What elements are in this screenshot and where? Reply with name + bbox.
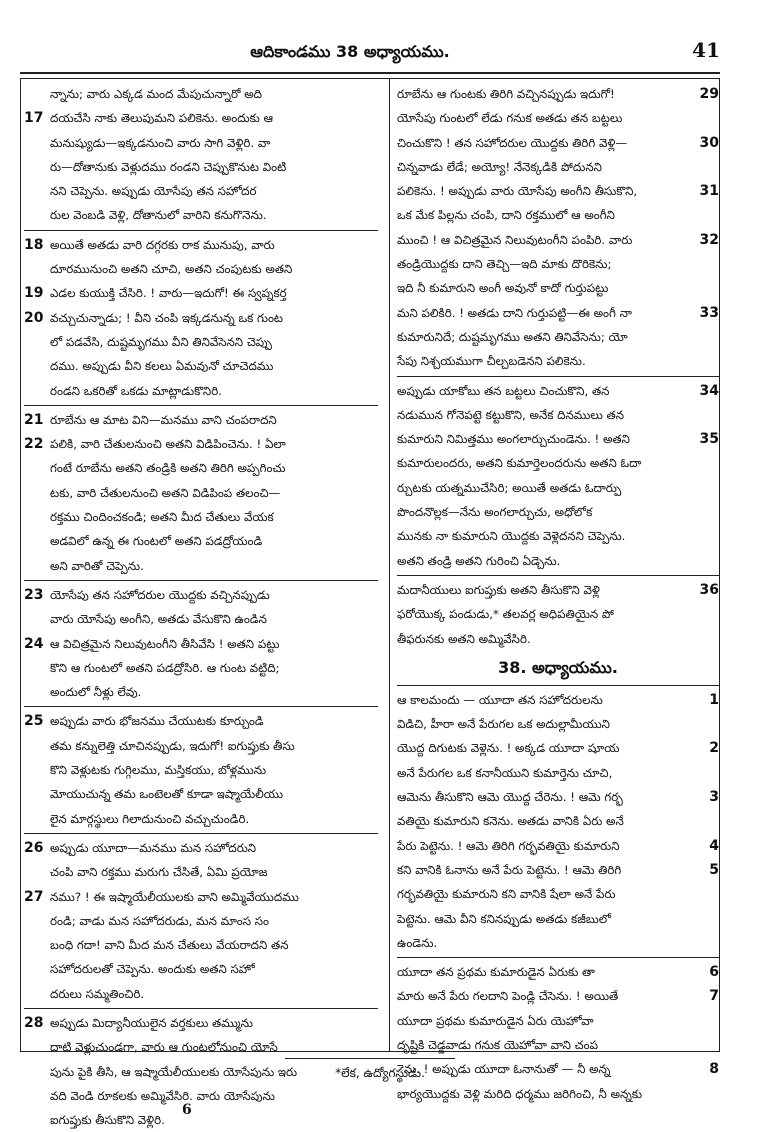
chapter-heading: 38. అధ్యాయము. (498, 657, 618, 677)
text-line (397, 602, 719, 626)
footnote: *లేక, ఉద్యోగస్థుడు. (335, 1066, 425, 1080)
verse-text: రూబేను ఆ గుంటకు తిరిగి వచ్చినప్పుడు ఇదుగో! (397, 87, 615, 101)
text-line (24, 155, 378, 179)
verse-text: ఆ కాలమందు — యూదా తన సహోదరులను (397, 692, 603, 707)
verse-text: ఇది నీ కుమారుని అంగీ అవునో కాదో గుర్తుపట్టు (397, 281, 609, 296)
text-line (397, 179, 719, 203)
text-line (24, 583, 378, 607)
text-line (24, 82, 378, 106)
verse-text: గంటే రూబేను అతని తండ్రికి అతని తిరిగి అప్పగించు (50, 461, 286, 476)
verse-text: యోసేపు గుంటలో లేడు గనుక అతడు తన బట్టలు (397, 111, 623, 126)
verse-text: మనుష్యుడు—ఇక్కడనుంచి వారు సాగి వెళ్లిరి. వా (50, 135, 271, 150)
text-line (397, 882, 719, 906)
text-line (24, 933, 378, 957)
verse-text: పును పైకి తీసి, ఆ ఇష్మాయేలీయులకు యోసేపును ఇరు (50, 1064, 298, 1079)
text-line (24, 432, 378, 456)
verse-number: 29 (699, 86, 719, 102)
text-line (24, 281, 378, 305)
verse-text: అప్పుడు యాకోబు తన బట్టలు చించుకొని, తన (397, 383, 610, 398)
text-line (24, 982, 378, 1006)
verse-text: కుమారులందరు, అతని కుమార్తెలందరును అతని ఓదా (397, 456, 642, 471)
verse-text: అందులో నీళ్లు లేవు. (50, 685, 142, 700)
verse-number: 32 (699, 231, 719, 248)
verse-text: కొని ఆ గుంటలో అతని పడద్రోసిరి. ఆ గుంట వట్టిది; (50, 660, 280, 675)
verse-text: కుమారుని నిమిత్తము అంగలార్చుచుండెను. ! అతని (397, 432, 630, 447)
verse-number: 17 (24, 110, 44, 127)
verse-text: నము? ! ఈ ఇష్మాయేలీయులకు వాని అమ్మివేయుదము (50, 889, 299, 904)
text-line (397, 834, 719, 858)
verse-text: రుల వెంబడి వెళ్లి, దోతానులో వారిని కనుగొనెను. (50, 208, 267, 223)
verse-text: యోసేపు తన సహోదరుల యొద్దకు వచ్చినప్పుడు (50, 587, 270, 602)
verse-number: 1 (709, 691, 719, 708)
text-line (24, 734, 378, 758)
text-line (397, 379, 719, 403)
text-line (397, 736, 719, 760)
verse-text: కని వానికి ఓనాను అనే పేరు పెట్టెను. ! ఆమె తిరిగి (397, 862, 622, 877)
text-line (397, 1009, 719, 1033)
verse-text: ముంచి ! ఆ విచిత్రమైన నిలువుటంగీని పంపిరి. వారు (397, 232, 633, 247)
verse-text: గర్భవతియై కుమారుని కని వానికి షేలా అనే పేరు (397, 887, 616, 902)
verse-number: 28 (24, 1014, 44, 1031)
page-number: 41 (692, 38, 720, 62)
text-line (397, 82, 719, 106)
verse-text: రండి; వాడు మన సహోదరుడు, మన మాంస సం (50, 913, 270, 928)
text-line (397, 476, 719, 500)
text-line (24, 1035, 378, 1059)
verse-text: లైన మార్గస్థులు గిలాదునుంచి వచ్చుచుండిరి. (50, 811, 250, 826)
left-column (24, 82, 378, 1132)
text-line (24, 836, 378, 860)
text-line (24, 379, 378, 403)
text-line (397, 858, 719, 882)
verse-text: తమ కన్నులెత్తి చూచినప్పుడు, ఇదుగో! ఐగుప్తుకు తీసు (50, 738, 295, 753)
verse-text: యూదా ప్రథమ కుమారుడైన ఏరు యెహోవా (397, 1013, 594, 1028)
verse-text: లో పడవేసి, దుష్టమృగము వీని తినివేసెనని చెప్పు (50, 334, 272, 349)
verse-text: పొందనొల్లక—నేను అంగలార్చుచు, అధోలోక (397, 505, 593, 520)
text-line (397, 549, 719, 573)
verse-text: దము. అప్పుడు వీని కలలు ఏమవునో చూచెదము (50, 359, 274, 374)
verse-number: 31 (699, 183, 719, 200)
verse-text: యొద్ద దిగుటకు వెళ్లెను. ! అక్కడ యూదా షూయ (397, 741, 620, 756)
verse-text: టకు, వారి చేతులనుంచి అతని విడిపింప తలంచి— (50, 485, 281, 500)
verse-text: మని పలికిరి. ! అతడు దాని గుర్తుపట్టి—ఈ అంగీ నా (397, 305, 632, 320)
text-line (24, 680, 378, 704)
verse-text: అతని తండ్రి అతని గురించి ఏడ్చెను. (397, 553, 561, 568)
footnote-rule (285, 1058, 455, 1059)
verse-number: 18 (24, 236, 44, 253)
verse-text: పేరు పెట్టెను. ! ఆమె తిరిగి గర్భవతియై కుమారుని (397, 838, 620, 853)
text-line (24, 456, 378, 480)
verse-text: పెట్టెను. ఆమె వీని కనినప్పుడు అతడు కజీబులో (397, 911, 611, 926)
paragraph-rule (24, 230, 378, 231)
verse-number: 24 (24, 635, 44, 652)
verse-text: అయితే అతడు వారి దగ్గరకు రాక మునుపు, వారు (50, 237, 275, 252)
verse-text: బంధి గదా! వాని మీద మన చేతులు వేయరాదని తన (50, 938, 289, 953)
text-line (397, 301, 719, 325)
text-line (397, 427, 719, 451)
verse-text: అప్పుడు వారు భోజనము చేయుటకు కూర్చుండి (50, 714, 264, 729)
verse-text: ెను. ! అప్పుడు యూదా ఓనానుతో — నీ అన్న (397, 1062, 611, 1077)
text-line (397, 155, 719, 179)
paragraph-rule (24, 1008, 378, 1009)
verse-text: చంపి వాని రక్తము మరుగు చేసితే, ఏమి ప్రయోజ (50, 865, 268, 880)
text-line (24, 131, 378, 155)
text-line (397, 349, 719, 373)
verse-text: మోయుచున్న తమ ఒంటెలతో కూడా ఇష్మాయేలీయు (50, 787, 284, 802)
text-line (24, 807, 378, 831)
text-line (24, 481, 378, 505)
text-line (397, 984, 719, 1008)
text-line (24, 529, 378, 553)
verse-number: 5 (709, 861, 719, 878)
verse-text: చిన్నవాడు లేడే; అయ్యో! నేనెక్కడికి పోదునని (397, 159, 602, 174)
text-line (24, 306, 378, 330)
verse-number: 36 (699, 581, 719, 598)
text-line (397, 276, 719, 300)
verse-number: 20 (24, 309, 44, 326)
verse-text: మదానీయులు ఐగుప్తుకు అతని తీసుకొని వెళ్లి (397, 582, 600, 597)
verse-number: 2 (709, 740, 719, 757)
verse-text: ఒక మేక పిల్లను చంపి, దాని రక్తములో ఆ అంగీని (397, 208, 615, 223)
verse-text: నని చెప్పెను. అప్పుడు యోసేపు తన సహోదర (50, 184, 257, 199)
verse-text: అని వారితో చెప్పెను. (50, 558, 144, 573)
verse-text: రండని ఒకరితో ఒకడు మాట్లాడుకొనిరి. (50, 383, 222, 398)
text-line (397, 578, 719, 602)
text-line (397, 252, 719, 276)
verse-text: వచ్చుచున్నాడు; ! వీని చంపి ఇక్కడనున్న ఒక గుంట (50, 310, 284, 325)
verse-text: వది వెండి రూకలకు అమ్మివేసిరి. వారు యోసేపును (50, 1088, 275, 1103)
verse-text: రక్తము చిందించకండి; అతని మీద చేతులు వేయక (50, 510, 274, 525)
verse-number: 30 (699, 134, 719, 151)
verse-text: వతియై కుమారుని కనెను. అతడు వానికి ఏరు అనే (397, 814, 624, 829)
column-divider (389, 78, 390, 1052)
verse-number: 3 (709, 789, 719, 806)
verse-text: రూబేను ఆ మాట విని—మనము వాని చంపరాదని (50, 412, 277, 427)
text-line (24, 179, 378, 203)
text-line (24, 860, 378, 884)
text-line (397, 907, 719, 931)
verse-number: 26 (24, 839, 44, 856)
text-line (24, 607, 378, 631)
text-line (397, 809, 719, 833)
verse-text: అప్పుడు మిద్యానీయులైన వర్తకులు తమ్మును (50, 1015, 253, 1030)
paragraph-rule (24, 405, 378, 406)
verse-number: 35 (699, 431, 719, 448)
verse-text: ఆ విచిత్రమైన నిలువుటంగీని తీసివేసి ! అతని పట్టు (50, 636, 280, 651)
paragraph-rule (397, 376, 719, 377)
verse-number: 33 (699, 304, 719, 321)
verse-text: ర్చుటకు యత్నముచేసిరి; అయితే అతడు ఓదార్పు (397, 480, 622, 495)
verse-text: చించుకొని ! తన సహోదరుల యొద్దకు తిరిగి వెళ్లి— (397, 135, 628, 150)
text-line (24, 203, 378, 227)
text-line (397, 627, 719, 651)
text-line (24, 554, 378, 578)
text-line (24, 1011, 378, 1035)
text-line (24, 505, 378, 529)
text-line (24, 957, 378, 981)
verse-text: విడిచి, హీరా అనే పేరుగల ఒక అదుల్లామీయుని (397, 717, 610, 732)
text-line (24, 408, 378, 432)
signature-mark: 6 (182, 1102, 192, 1118)
verse-number: 23 (24, 586, 44, 603)
text-line (397, 712, 719, 736)
paragraph-rule (397, 685, 719, 686)
text-line (397, 960, 719, 984)
verse-text: సేపు నిశ్చయముగా చీల్చబడెనని పలికెను. (397, 354, 586, 369)
paragraph-rule (397, 575, 719, 576)
text-line (24, 758, 378, 782)
verse-number: 8 (709, 1061, 719, 1078)
verse-text: దాటి వెళ్లుచుండగా, వారు ఆ గుంటలోనుంచి యోసే (50, 1040, 278, 1055)
text-line (24, 106, 378, 130)
paragraph-rule (24, 706, 378, 707)
text-line (397, 131, 719, 155)
text-line (397, 403, 719, 427)
verse-number: 22 (24, 436, 44, 453)
text-line (24, 233, 378, 257)
text-line (24, 1084, 378, 1108)
verse-number: 6 (709, 964, 719, 981)
verse-text: ఆమెను తీసుకొని ఆమె యొద్ద చేరెను. ! ఆమె గర్భ (397, 790, 623, 805)
verse-text: భార్యయొద్దకు వెళ్లి మరిది ధర్మము జరిగించి, నీ అన్నకు (397, 1086, 643, 1101)
verse-text: కొని వెళ్లుటకు గుగ్గిలము, మస్తికయు, బోళ్లమును (50, 763, 267, 778)
verse-number: 27 (24, 888, 44, 905)
verse-text: మునకు నా కుమారుని యొద్దకు వెళ్లెదనని చెప్పెను. (397, 529, 626, 544)
text-line (24, 257, 378, 281)
text-line (24, 885, 378, 909)
verse-text: తండ్రియొద్దకు దాని తెచ్చి—ఇది మాకు దొరికెను; (397, 257, 612, 272)
verse-text: నడుమున గోనెపట్టె కట్టుకొని, అనేక దినములు తన (397, 407, 624, 422)
text-line (24, 909, 378, 933)
text-line (397, 500, 719, 524)
text-line (397, 688, 719, 712)
right-column (397, 82, 719, 1106)
text-line (24, 330, 378, 354)
verse-number: 19 (24, 285, 44, 302)
verse-text: సహోదరులతో చెప్పెను. అందుకు అతని సహో (50, 962, 255, 977)
paragraph-rule (397, 957, 719, 958)
text-line (397, 325, 719, 349)
verse-text: కుమారునిదే; దుష్టమృగము అతని తినివేసెను; యో (397, 329, 628, 344)
verse-number: 4 (709, 837, 719, 854)
text-line (24, 782, 378, 806)
verse-text: రు—దోతానుకు వెళ్లుదము రండని చెప్పుకొనుట వింటి (50, 159, 287, 174)
verse-text: ఉండెను. (397, 935, 438, 950)
verse-text: పలికెను. ! అప్పుడు వారు యోసేపు అంగీని తీసుకొని, (397, 184, 638, 199)
paragraph-rule (24, 833, 378, 834)
text-line (24, 1108, 378, 1132)
text-line (397, 785, 719, 809)
text-line (397, 451, 719, 475)
page-header (20, 36, 720, 66)
text-line (397, 931, 719, 955)
verse-number: 21 (24, 411, 44, 428)
verse-text: పలికి, వారి చేతులనుంచి అతని విడిపించెను. ! ఏలా (50, 437, 286, 452)
verse-number: 34 (699, 382, 719, 399)
verse-text: అప్పుడు యూదా—మనము మన సహోదరుని (50, 840, 257, 855)
verse-text: తీఫరునకు అతని అమ్మివేసిరి. (397, 631, 531, 646)
text-line (24, 354, 378, 378)
text-line (24, 656, 378, 680)
verse-text: దృష్టికి చెడ్డవాడు గనుక యెహోవా వాని చంప (397, 1037, 598, 1052)
verse-text: అడవిలో ఉన్న ఈ గుంటలో అతని పడద్రోయండి (50, 534, 263, 549)
verse-text: మారు అనే పేరు గలదాని పెండ్లి చేసెను. ! అయితే (397, 989, 619, 1004)
verse-text: ఎడల కుయుక్తి చేసిరి. ! వారు—ఇదుగో! ఈ స్వప్నకర్త (50, 286, 287, 301)
text-line (397, 228, 719, 252)
text-line (397, 106, 719, 130)
running-title: ఆదికాండము 38 అధ్యాయము. (250, 42, 450, 61)
text-line (397, 1033, 719, 1057)
verse-text: దయచేసి నాకు తెలుపుమని పలికెను. అందుకు ఆ (50, 111, 274, 126)
text-line (397, 524, 719, 548)
verse-text: ఐగుప్తుకు తీసుకొని వెళ్లిరి. (50, 1113, 165, 1128)
paragraph-rule (24, 580, 378, 581)
verse-text: వారు యోసేపు అంగీని, అతడు వేసుకొని ఉండిన (50, 612, 267, 627)
verse-text: ఫరోయొక్క పండుడు,* తలవర్ల అధిపతియైన పో (397, 607, 614, 622)
text-line (397, 761, 719, 785)
verse-text: దూరమునుంచి అతని చూచి, అతని చంపుటకు అతని (50, 262, 293, 277)
verse-text: యూదా తన ప్రథమ కుమారుడైన ఏరుకు తా (397, 965, 595, 980)
verse-text: దరులు సమ్మతించిరి. (50, 986, 145, 1001)
verse-text: న్నాను; వారు ఎక్కడ మంద మేపుచున్నారో అది (50, 87, 262, 101)
text-line (24, 709, 378, 733)
text-line (397, 1082, 719, 1106)
verse-text: అనే పేరుగల ఒక కనానీయుని కుమార్తెను చూచి, (397, 765, 613, 780)
text-line (24, 632, 378, 656)
header-rule (20, 72, 720, 74)
verse-number: 7 (709, 988, 719, 1005)
verse-number: 25 (24, 713, 44, 730)
text-line (397, 203, 719, 227)
